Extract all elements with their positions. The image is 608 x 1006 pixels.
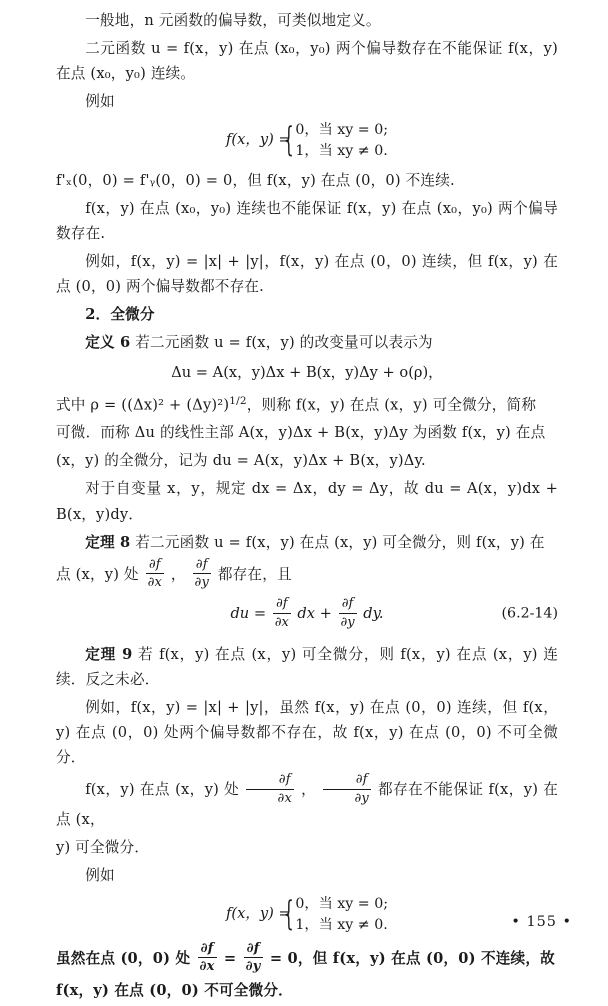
paragraph-partials-not-sufficient xyxy=(56,773,558,832)
definition-6-text: 若二元函数 u = f(x，y) 的改变量可以表示为 xyxy=(135,334,433,352)
equation-number: (6.2-14) xyxy=(501,605,558,622)
paragraph-definition-6-cont-line2: 可微．而称 Δu 的线性主部 A(x，y)Δx + B(x，y)Δy 为函数 f(x，y) 在点 xyxy=(56,424,546,442)
rho-exponent: 1/2 xyxy=(229,394,247,407)
theorem-8-text-line1: 若二元函数 u = f(x，y) 在点 (x，y) 可全微分，则 f(x，y) 在 xyxy=(135,533,545,551)
heading-total-differential: 2．全微分 xyxy=(85,306,155,324)
paragraph-theorem-8-line2 xyxy=(56,558,558,592)
fraction-df-dy-conclusion xyxy=(244,941,263,975)
formula-du-dx: dx xyxy=(297,605,315,623)
paragraph-example-after-theorem-9: 例如，f(x，y) = |x| + |y|，虽然 f(x，y) 在点 (0，0) 连续，但 f(x，y) 在点 (0，0) 处两个偏导数都不存在，故 f(x，y) 在点 (0，0) 不可全微分． xyxy=(56,699,558,767)
theorem-8-label: 定理 8 xyxy=(85,533,131,551)
formula-delta-u: Δu = A(x，y)Δx + B(x，y)Δy + o(ρ)， xyxy=(171,364,443,382)
fraction-denominator: ∂y xyxy=(245,959,261,975)
fraction-df-dx-du xyxy=(273,596,291,630)
paragraph-general-definition: 一般地，n 元函数的偏导数，可类似地定义。 xyxy=(85,12,381,29)
fraction-df-dx-conclusion xyxy=(198,941,217,975)
fraction-numerator: ∂f xyxy=(198,941,217,958)
last-text-a: f(x，y) 在点 (x，y) 处 xyxy=(85,781,240,799)
paragraph-example-label-2: 例如 xyxy=(85,867,115,885)
paragraph-partials-zero: f'ₓ(0，0) = f'ᵧ(0，0) = 0，但 f(x，y) 在点 (0，0) 不连续. xyxy=(56,171,455,189)
fraction-denominator: ∂y xyxy=(194,575,209,591)
fraction-denominator: ∂x xyxy=(147,575,163,591)
fraction-denominator: ∂y xyxy=(354,790,369,806)
paragraph-definition-6-cont-line3: (x，y) 的全微分，记为 du = A(x，y)Δx + B(x，y)Δy. xyxy=(56,452,426,470)
theorem-8-text-a: 点 (x，y) 处 xyxy=(56,565,139,583)
conclusion-text-b: = xyxy=(223,949,237,967)
formula-piecewise-1-lhs: f(x，y) = xyxy=(225,131,291,149)
paragraph-dx-dy-convention: 对于自变量 x，y，规定 dx = Δx，dy = Δy，故 du = A(x，y)dx + B(x，y)dy． xyxy=(56,480,558,523)
fraction-numerator: ∂f xyxy=(273,596,291,613)
formula-du-lhs: du = xyxy=(230,605,267,623)
theorem-9-label: 定理 9 xyxy=(85,646,133,664)
rho-definition: 式中 ρ = ((Δx)² + (Δy)²) xyxy=(56,396,230,414)
formula-du-expression xyxy=(56,597,558,631)
fraction-numerator: ∂f xyxy=(339,596,357,613)
fraction-denominator: ∂x xyxy=(199,959,215,975)
fraction-denominator: ∂y xyxy=(340,614,355,630)
formula-du-dy: dy. xyxy=(363,605,384,623)
formula-piecewise-1-cases xyxy=(284,119,389,160)
paragraph-example-abs: 例如，f(x，y) = |x| + |y|，f(x，y) 在点 (0，0) 连续，但 f(x，y) 在点 (0，0) 两个偏导数都不存在. xyxy=(56,252,558,296)
fraction-df-dy-last xyxy=(323,772,371,806)
fraction-numerator: ∂f xyxy=(244,941,263,958)
paragraph-example-label-1: 例如 xyxy=(85,93,115,111)
fraction-denominator: ∂x xyxy=(274,614,289,630)
definition-6-label: 定义 6 xyxy=(85,334,131,352)
paragraph-partial-not-continuous: 二元函数 u = f(x，y) 在点 (x₀，y₀) 两个偏导数存在不能保证 f(x，y) 在点 (x₀，y₀) 连续。 xyxy=(56,40,558,83)
case-row-1: 0，当 xy = 0; xyxy=(295,896,389,913)
paragraph-conclusion-line2: f(x，y) 在点 (0，0) 不可全微分． xyxy=(56,982,293,1000)
paragraph-continuous-not-partial: f(x，y) 在点 (x₀，y₀) 连续也不能保证 f(x，y) 在点 (x₀，y₀) 两个偏导数存在. xyxy=(56,199,558,242)
fraction-df-dx-last xyxy=(246,772,294,806)
paragraph-definition-6 xyxy=(56,330,558,355)
paragraph-conclusion xyxy=(56,942,558,976)
paragraph-definition-6-cont-line1 xyxy=(56,392,558,418)
case-row-1: 0，当 xy = 0; xyxy=(295,122,389,139)
fraction-df-dx-thm8 xyxy=(146,557,164,591)
fraction-numerator: ∂f xyxy=(193,557,211,574)
brace-glyph: { xyxy=(284,893,295,934)
page-number: • 155 • xyxy=(511,914,572,930)
fraction-df-dy-thm8 xyxy=(193,557,211,591)
conclusion-text-c: = 0，但 f(x，y) 在点 (0，0) 不连续，故 xyxy=(269,949,555,967)
fraction-df-dy-du xyxy=(339,596,357,630)
formula-piecewise-2-lhs: f(x，y) = xyxy=(225,905,291,923)
case-row-2: 1，当 xy ≠ 0. xyxy=(295,916,388,933)
fraction-numerator: ∂f xyxy=(246,772,294,789)
page-content xyxy=(56,8,558,1006)
paragraph-partials-not-sufficient-line2: y) 可全微分． xyxy=(56,839,150,857)
formula-du-plus: + xyxy=(319,605,332,623)
formula-piecewise-1 xyxy=(56,120,558,160)
theorem-9-text: 若 f(x，y) 在点 (x，y) 可全微分，则 f(x，y) 在点 (x，y) 连续．反之未必． xyxy=(56,646,559,689)
paragraph-theorem-8 xyxy=(56,530,558,555)
rho-tail: ，则称 f(x，y) 在点 (x，y) 可全微分，简称 xyxy=(246,396,537,414)
brace-glyph: { xyxy=(284,119,295,160)
fraction-denominator: ∂x xyxy=(277,790,292,806)
last-text-b: ， xyxy=(301,781,317,799)
last-text-c: 都存在不能保证 f(x，y) 在点 (x， xyxy=(56,781,559,829)
case-row-2: 1，当 xy ≠ 0. xyxy=(295,142,388,159)
conclusion-text-a: 虽然在点 (0，0) 处 xyxy=(56,949,191,967)
theorem-8-text-b: ， xyxy=(170,565,186,583)
fraction-numerator: ∂f xyxy=(146,557,164,574)
paragraph-theorem-9 xyxy=(56,642,558,692)
fraction-numerator: ∂f xyxy=(323,772,371,789)
theorem-8-text-c: 都存在，且 xyxy=(217,565,292,583)
